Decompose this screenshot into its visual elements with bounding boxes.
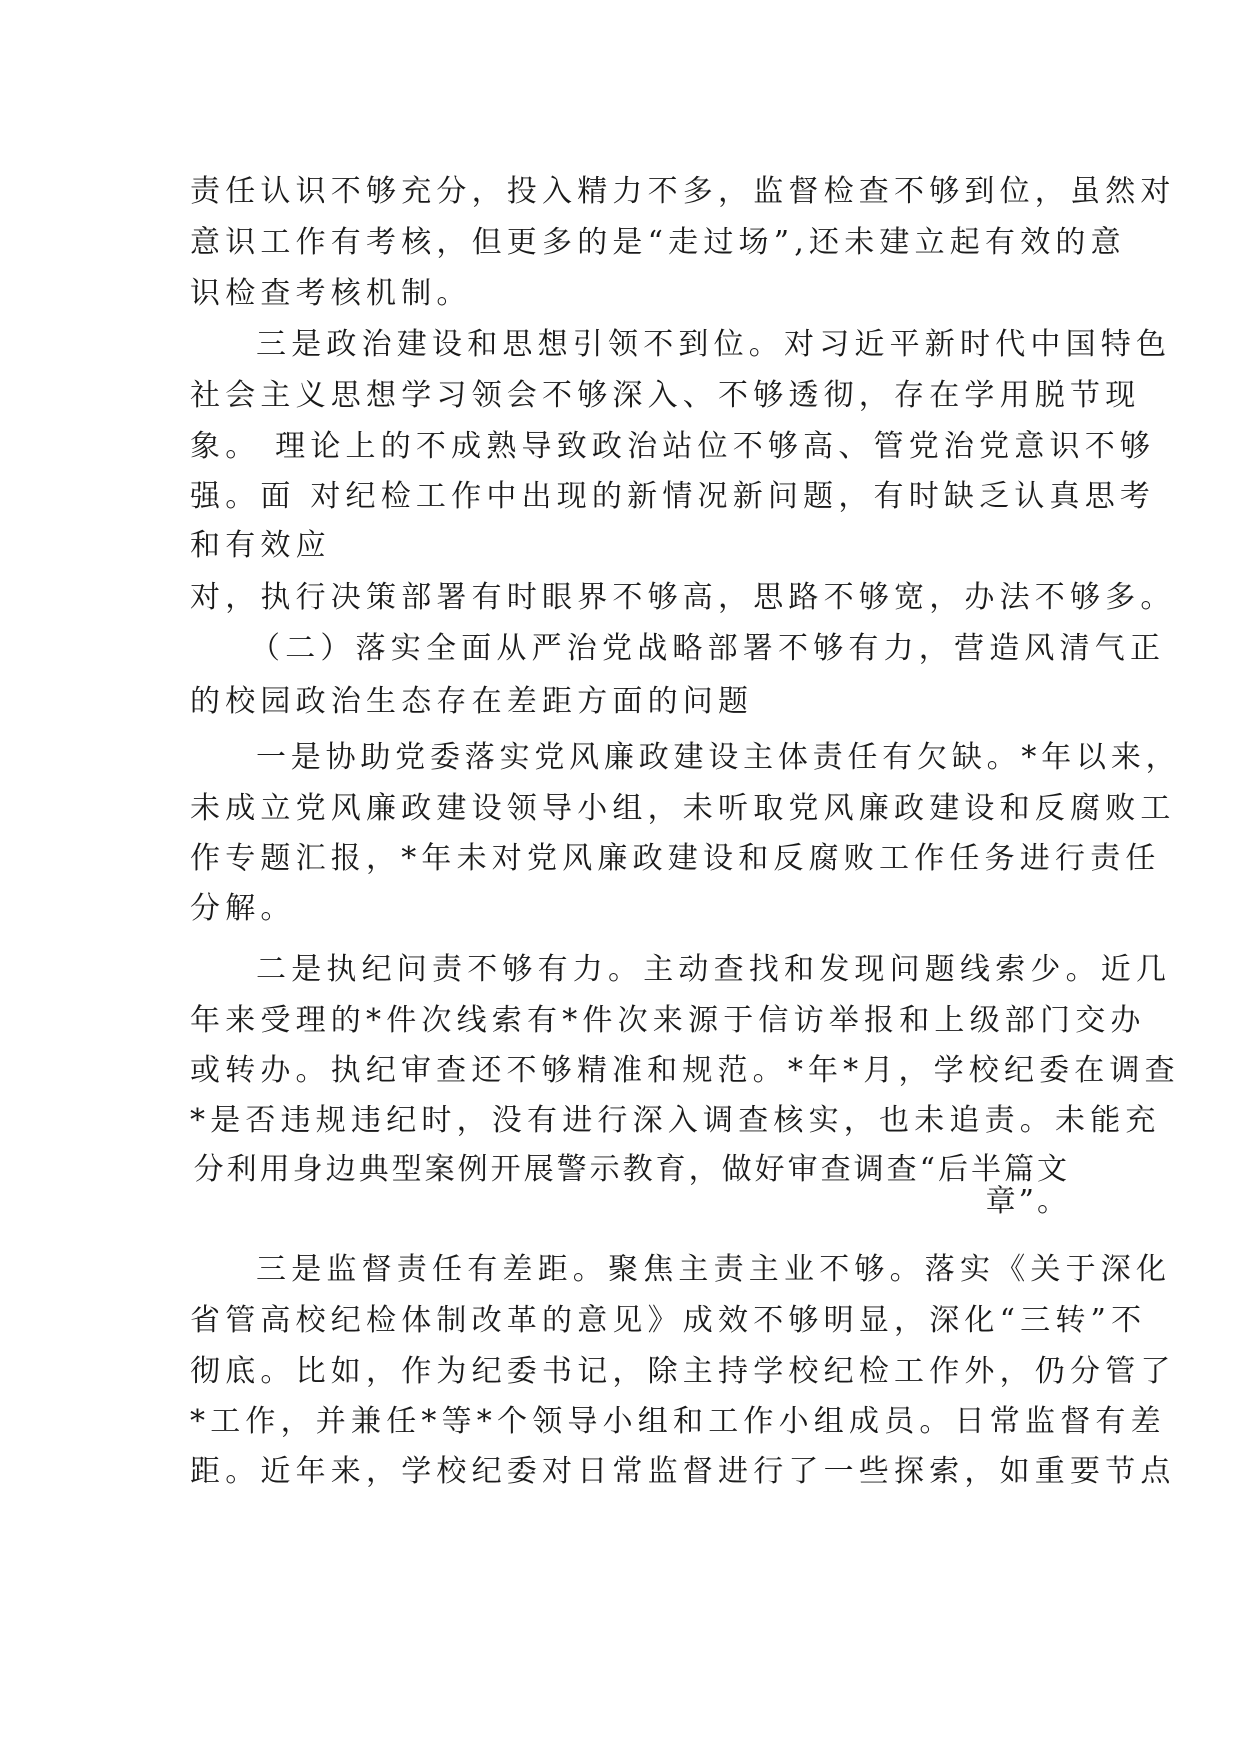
paragraph-line: 意识工作有考核，但更多的是“走过场”,还未建立起有效的意 [190,225,1126,260]
paragraph-line: 责任认识不够充分，投入精力不多，监督检查不够到位，虽然对 [190,174,1176,209]
paragraph-line: 省管高校纪检体制改革的意见》成效不够明显，深化“三转”不 [190,1303,1147,1338]
paragraph-line: 对，执行决策部署有时眼界不够高，思路不够宽，办法不够多。 [190,580,1176,615]
paragraph-line: 年来受理的*件次线索有*件次来源于信访举报和上级部门交办 [190,1003,1146,1038]
paragraph-line: 或转办。执纪审查还不够精准和规范。*年*月，学校纪委在调查 [190,1053,1180,1088]
paragraph-line: *是否违规违纪时，没有进行深入调查核实，也未追责。未能充 [190,1103,1161,1138]
paragraph-line: 一是协助党委落实党风廉政建设主体责任有欠缺。*年以来， [256,740,1181,775]
paragraph-line: 作专题汇报，*年未对党风廉政建设和反腐败工作任务进行责任 [190,841,1161,876]
paragraph-line: 分解。 [190,891,296,926]
paragraph-line: 强。面 对纪检工作中出现的新情况新问题，有时缺乏认真思考 [190,479,1156,514]
paragraph-line: 象。 理论上的不成熟导致政治站位不够高、管党治党意识不够 [190,429,1156,464]
paragraph-line: 二是执纪问责不够有力。主动查找和发现问题线索少。近几 [256,952,1172,987]
paragraph-line: *工作，并兼任*等*个领导小组和工作小组成员。日常监督有差 [190,1404,1166,1439]
section-heading-line: （二）落实全面从严治党战略部署不够有力，营造风清气正 [250,631,1166,666]
paragraph-line: 社会主义思想学习领会不够深入、不够透彻，存在学用脱节现 [190,378,1141,413]
right-aligned-line: 章”。 [985,1184,1070,1219]
paragraph-line: 距。近年来，学校纪委对日常监督进行了一些探索，如重要节点 [190,1454,1176,1489]
section-heading-line: 的校园政治生态存在差距方面的问题 [190,684,754,719]
paragraph-line: 未成立党风廉政建设领导小组，未听取党风廉政建设和反腐败工 [190,791,1176,826]
paragraph-line: 和有效应 [190,528,331,563]
paragraph-line: 彻底。比如，作为纪委书记，除主持学校纪检工作外，仍分管了 [190,1354,1176,1389]
paragraph-line: 识检查考核机制。 [190,276,472,311]
right-aligned-line: 分利用身边典型案例开展警示教育，做好审查调查“后半篇文 [193,1152,1070,1187]
paragraph-line: 三是监督责任有差距。聚焦主责主业不够。落实《关于深化 [256,1252,1172,1287]
paragraph-line: 三是政治建设和思想引领不到位。对习近平新时代中国特色 [256,327,1172,362]
